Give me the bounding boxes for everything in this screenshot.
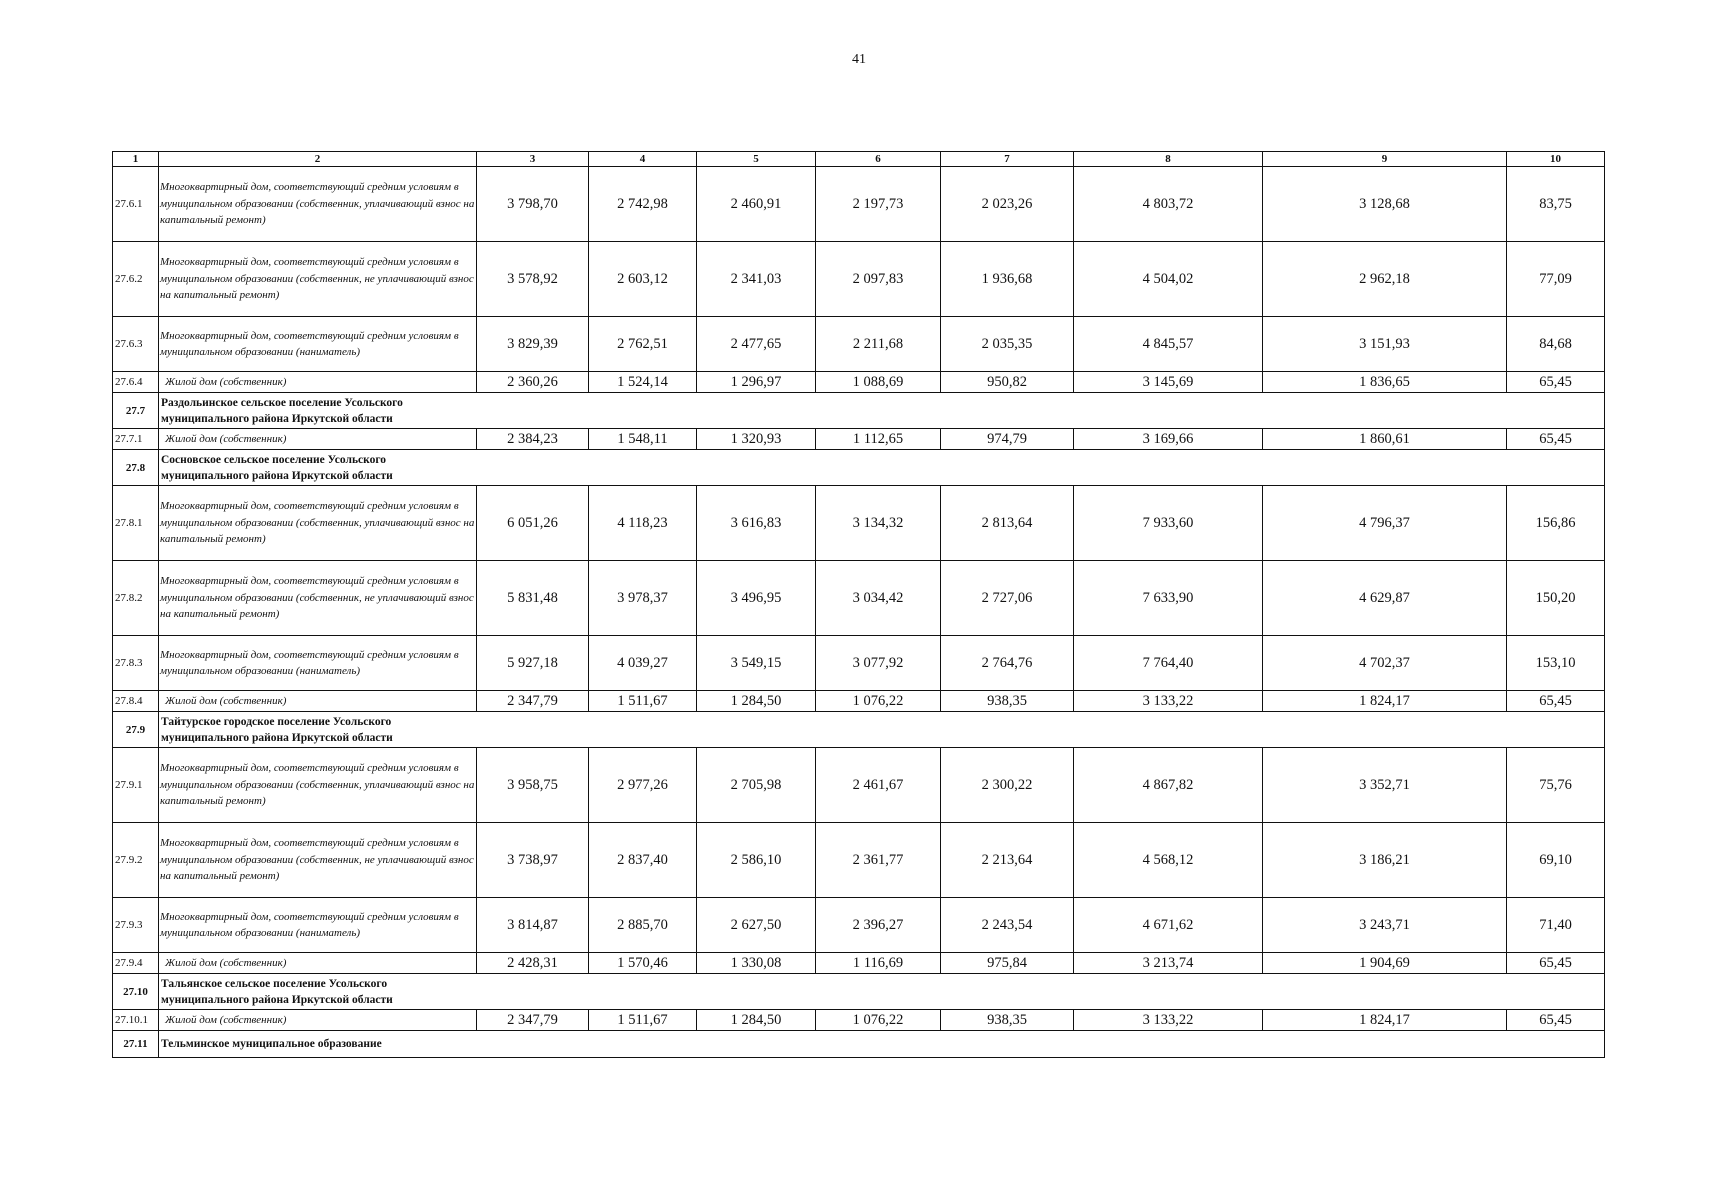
value-cell: 2 347,79 [477, 1010, 589, 1031]
section-row [113, 712, 1605, 748]
column-header: 9 [1263, 152, 1507, 167]
value-cell: 5 831,48 [477, 561, 589, 636]
value-cell: 3 958,75 [477, 748, 589, 823]
section-title [159, 974, 1605, 1010]
value-cell: 3 134,32 [816, 486, 941, 561]
section-title [159, 450, 1605, 486]
value-cell: 3 186,21 [1263, 823, 1507, 898]
value-cell: 1 112,65 [816, 429, 941, 450]
section-title [159, 1031, 1605, 1058]
value-cell: 2 197,73 [816, 167, 941, 242]
value-cell: 71,40 [1507, 898, 1605, 953]
column-header: 8 [1074, 152, 1263, 167]
value-cell: 1 116,69 [816, 953, 941, 974]
row-number: 27.9.4 [113, 953, 159, 974]
housing-type: Многоквартирный дом, соответствующий средним условиям в муниципальном образовании (собственник, уплачивающий взнос на капитальный ремонт) [159, 486, 477, 561]
value-cell: 2 360,26 [477, 372, 589, 393]
section-title-text: Раздольинское сельское поселение Усольского муниципального района Иркутской области [161, 396, 403, 425]
table-row [113, 636, 1605, 691]
value-cell: 4 568,12 [1074, 823, 1263, 898]
value-cell: 65,45 [1507, 429, 1605, 450]
value-cell: 77,09 [1507, 242, 1605, 317]
row-number: 27.9.1 [113, 748, 159, 823]
housing-type: Жилой дом (собственник) [159, 953, 477, 974]
value-cell: 4 671,62 [1074, 898, 1263, 953]
column-header: 3 [477, 152, 589, 167]
value-cell: 1 284,50 [697, 691, 816, 712]
section-row [113, 1031, 1605, 1058]
value-cell: 3 352,71 [1263, 748, 1507, 823]
section-row [113, 450, 1605, 486]
row-number: 27.8.3 [113, 636, 159, 691]
value-cell: 7 933,60 [1074, 486, 1263, 561]
value-cell: 3 578,92 [477, 242, 589, 317]
page-number: 41 [852, 52, 866, 67]
table-row [113, 317, 1605, 372]
section-number: 27.8 [113, 450, 159, 486]
value-cell: 1 076,22 [816, 1010, 941, 1031]
value-cell: 2 977,26 [589, 748, 697, 823]
value-cell: 3 798,70 [477, 167, 589, 242]
section-title-text: Тельминское муниципальное образование [161, 1038, 382, 1050]
value-cell: 938,35 [941, 1010, 1074, 1031]
row-number: 27.9.3 [113, 898, 159, 953]
value-cell: 4 039,27 [589, 636, 697, 691]
value-cell: 65,45 [1507, 953, 1605, 974]
value-cell: 3 151,93 [1263, 317, 1507, 372]
value-cell: 3 128,68 [1263, 167, 1507, 242]
table-row [113, 898, 1605, 953]
section-number: 27.9 [113, 712, 159, 748]
housing-type: Многоквартирный дом, соответствующий средним условиям в муниципальном образовании (наниматель) [159, 636, 477, 691]
value-cell: 1 570,46 [589, 953, 697, 974]
value-cell: 5 927,18 [477, 636, 589, 691]
value-cell: 3 243,71 [1263, 898, 1507, 953]
section-title-text: Тальянское сельское поселение Усольского муниципального района Иркутской области [161, 977, 393, 1006]
value-cell: 3 077,92 [816, 636, 941, 691]
value-cell: 2 813,64 [941, 486, 1074, 561]
value-cell: 3 814,87 [477, 898, 589, 953]
value-cell: 2 461,67 [816, 748, 941, 823]
row-number: 27.9.2 [113, 823, 159, 898]
housing-type: Жилой дом (собственник) [159, 372, 477, 393]
value-cell: 6 051,26 [477, 486, 589, 561]
row-number: 27.6.1 [113, 167, 159, 242]
table-body [113, 167, 1605, 1058]
value-cell: 1 511,67 [589, 1010, 697, 1031]
row-number: 27.8.2 [113, 561, 159, 636]
value-cell: 1 284,50 [697, 1010, 816, 1031]
value-cell: 2 962,18 [1263, 242, 1507, 317]
value-cell: 2 347,79 [477, 691, 589, 712]
tariff-table [112, 151, 1605, 1058]
value-cell: 69,10 [1507, 823, 1605, 898]
housing-type: Многоквартирный дом, соответствующий средним условиям в муниципальном образовании (собственник, не уплачивающий взнос на капитальный ремонт) [159, 823, 477, 898]
value-cell: 1 824,17 [1263, 691, 1507, 712]
section-title-text: Тайтурское городское поселение Усольского муниципального района Иркутской области [161, 715, 393, 744]
table-row [113, 167, 1605, 242]
table-row [113, 561, 1605, 636]
section-row [113, 974, 1605, 1010]
value-cell: 1 511,67 [589, 691, 697, 712]
value-cell: 4 504,02 [1074, 242, 1263, 317]
value-cell: 2 384,23 [477, 429, 589, 450]
column-header: 10 [1507, 152, 1605, 167]
table-row [113, 486, 1605, 561]
table-row [113, 429, 1605, 450]
value-cell: 65,45 [1507, 691, 1605, 712]
value-cell: 3 133,22 [1074, 691, 1263, 712]
value-cell: 7 764,40 [1074, 636, 1263, 691]
value-cell: 4 803,72 [1074, 167, 1263, 242]
value-cell: 4 629,87 [1263, 561, 1507, 636]
table-row [113, 748, 1605, 823]
housing-type: Многоквартирный дом, соответствующий средним условиям в муниципальном образовании (собственник, уплачивающий взнос на капитальный ремонт) [159, 167, 477, 242]
value-cell: 2 023,26 [941, 167, 1074, 242]
section-number: 27.11 [113, 1031, 159, 1058]
value-cell: 3 145,69 [1074, 372, 1263, 393]
section-row [113, 393, 1605, 429]
value-cell: 3 034,42 [816, 561, 941, 636]
value-cell: 83,75 [1507, 167, 1605, 242]
value-cell: 2 211,68 [816, 317, 941, 372]
row-number: 27.10.1 [113, 1010, 159, 1031]
value-cell: 2 361,77 [816, 823, 941, 898]
section-number: 27.7 [113, 393, 159, 429]
value-cell: 3 169,66 [1074, 429, 1263, 450]
value-cell: 3 829,39 [477, 317, 589, 372]
value-cell: 3 616,83 [697, 486, 816, 561]
housing-type: Жилой дом (собственник) [159, 691, 477, 712]
housing-type: Многоквартирный дом, соответствующий средним условиям в муниципальном образовании (наниматель) [159, 898, 477, 953]
column-header: 5 [697, 152, 816, 167]
value-cell: 2 035,35 [941, 317, 1074, 372]
value-cell: 7 633,90 [1074, 561, 1263, 636]
value-cell: 2 300,22 [941, 748, 1074, 823]
row-number: 27.7.1 [113, 429, 159, 450]
value-cell: 150,20 [1507, 561, 1605, 636]
value-cell: 1 524,14 [589, 372, 697, 393]
value-cell: 1 860,61 [1263, 429, 1507, 450]
table-row [113, 1010, 1605, 1031]
table-row [113, 242, 1605, 317]
value-cell: 3 213,74 [1074, 953, 1263, 974]
value-cell: 2 428,31 [477, 953, 589, 974]
section-title [159, 712, 1605, 748]
table-row [113, 823, 1605, 898]
row-number: 27.6.2 [113, 242, 159, 317]
section-title-text: Сосновское сельское поселение Усольского муниципального района Иркутской области [161, 453, 393, 482]
value-cell: 65,45 [1507, 1010, 1605, 1031]
value-cell: 2 586,10 [697, 823, 816, 898]
section-number: 27.10 [113, 974, 159, 1010]
value-cell: 65,45 [1507, 372, 1605, 393]
value-cell: 4 796,37 [1263, 486, 1507, 561]
value-cell: 2 627,50 [697, 898, 816, 953]
value-cell: 2 460,91 [697, 167, 816, 242]
value-cell: 1 076,22 [816, 691, 941, 712]
row-number: 27.6.4 [113, 372, 159, 393]
column-header: 1 [113, 152, 159, 167]
value-cell: 2 243,54 [941, 898, 1074, 953]
value-cell: 3 978,37 [589, 561, 697, 636]
housing-type: Многоквартирный дом, соответствующий средним условиям в муниципальном образовании (собственник, не уплачивающий взнос на капитальный ремонт) [159, 561, 477, 636]
value-cell: 4 867,82 [1074, 748, 1263, 823]
value-cell: 84,68 [1507, 317, 1605, 372]
value-cell: 2 762,51 [589, 317, 697, 372]
value-cell: 2 727,06 [941, 561, 1074, 636]
row-number: 27.6.3 [113, 317, 159, 372]
value-cell: 4 845,57 [1074, 317, 1263, 372]
section-title [159, 393, 1605, 429]
value-cell: 4 702,37 [1263, 636, 1507, 691]
value-cell: 938,35 [941, 691, 1074, 712]
value-cell: 2 705,98 [697, 748, 816, 823]
column-header: 6 [816, 152, 941, 167]
value-cell: 1 320,93 [697, 429, 816, 450]
value-cell: 156,86 [1507, 486, 1605, 561]
value-cell: 2 837,40 [589, 823, 697, 898]
value-cell: 974,79 [941, 429, 1074, 450]
value-cell: 2 764,76 [941, 636, 1074, 691]
value-cell: 2 396,27 [816, 898, 941, 953]
value-cell: 4 118,23 [589, 486, 697, 561]
housing-type: Многоквартирный дом, соответствующий средним условиям в муниципальном образовании (наниматель) [159, 317, 477, 372]
row-number: 27.8.1 [113, 486, 159, 561]
column-header: 2 [159, 152, 477, 167]
value-cell: 2 097,83 [816, 242, 941, 317]
value-cell: 3 549,15 [697, 636, 816, 691]
value-cell: 2 477,65 [697, 317, 816, 372]
housing-type: Многоквартирный дом, соответствующий средним условиям в муниципальном образовании (собственник, не уплачивающий взнос на капитальный ремонт) [159, 242, 477, 317]
value-cell: 75,76 [1507, 748, 1605, 823]
value-cell: 2 341,03 [697, 242, 816, 317]
housing-type: Жилой дом (собственник) [159, 429, 477, 450]
value-cell: 950,82 [941, 372, 1074, 393]
value-cell: 1 904,69 [1263, 953, 1507, 974]
table-row [113, 953, 1605, 974]
header-row [113, 152, 1605, 167]
value-cell: 3 496,95 [697, 561, 816, 636]
value-cell: 3 738,97 [477, 823, 589, 898]
value-cell: 153,10 [1507, 636, 1605, 691]
column-header: 4 [589, 152, 697, 167]
value-cell: 1 088,69 [816, 372, 941, 393]
column-header: 7 [941, 152, 1074, 167]
value-cell: 1 936,68 [941, 242, 1074, 317]
value-cell: 1 824,17 [1263, 1010, 1507, 1031]
value-cell: 1 330,08 [697, 953, 816, 974]
value-cell: 1 296,97 [697, 372, 816, 393]
value-cell: 2 885,70 [589, 898, 697, 953]
value-cell: 1 836,65 [1263, 372, 1507, 393]
value-cell: 2 742,98 [589, 167, 697, 242]
row-number: 27.8.4 [113, 691, 159, 712]
value-cell: 2 603,12 [589, 242, 697, 317]
housing-type: Жилой дом (собственник) [159, 1010, 477, 1031]
table-row [113, 372, 1605, 393]
housing-type: Многоквартирный дом, соответствующий средним условиям в муниципальном образовании (собственник, уплачивающий взнос на капитальный ремонт) [159, 748, 477, 823]
table-row [113, 691, 1605, 712]
value-cell: 975,84 [941, 953, 1074, 974]
value-cell: 3 133,22 [1074, 1010, 1263, 1031]
value-cell: 2 213,64 [941, 823, 1074, 898]
value-cell: 1 548,11 [589, 429, 697, 450]
